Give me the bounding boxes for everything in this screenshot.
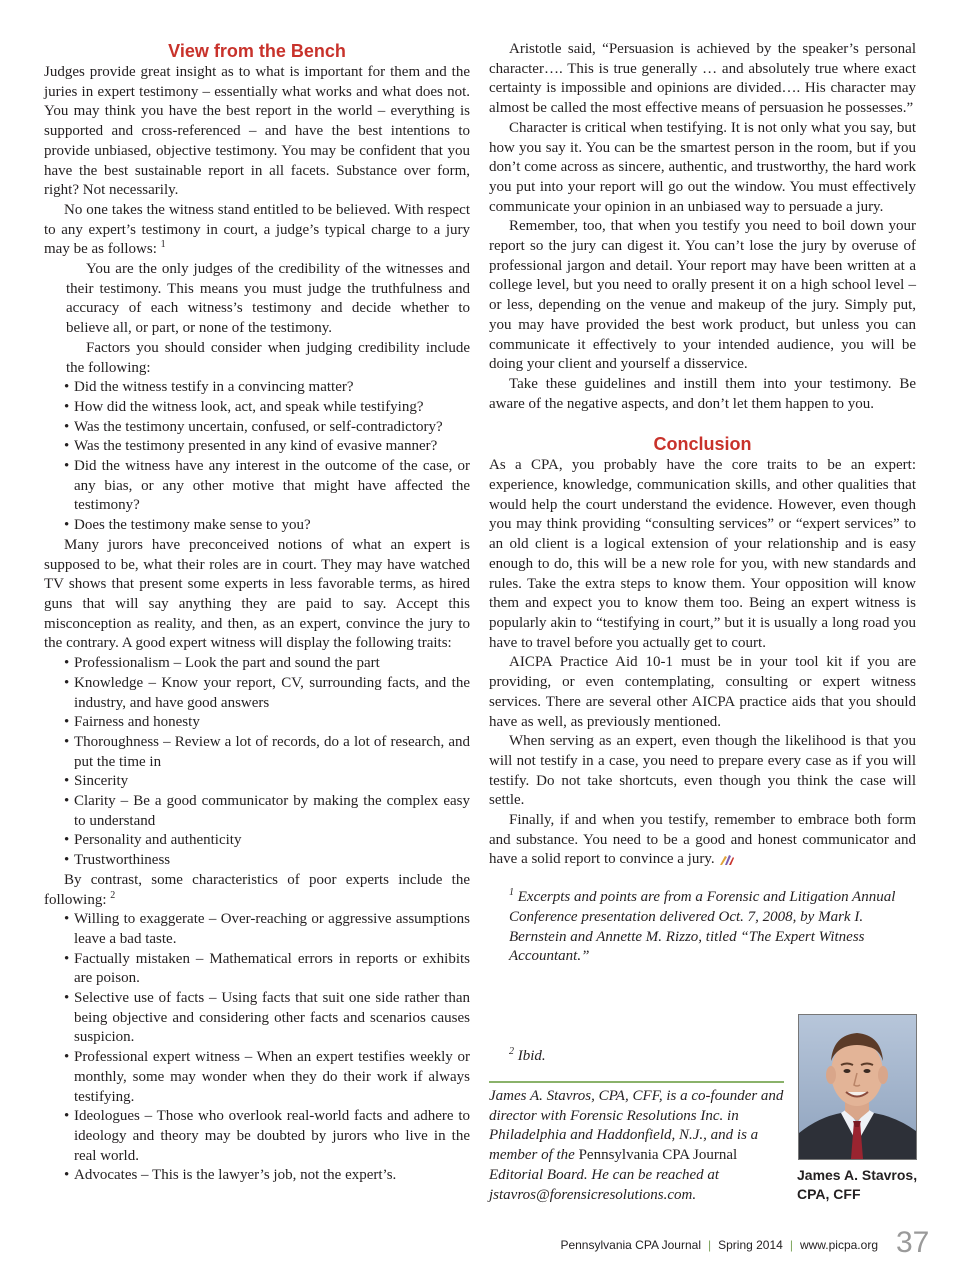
caption-credentials: CPA, CFF <box>797 1186 861 1202</box>
list-item: • Fairness and honesty <box>44 713 470 733</box>
author-headshot <box>799 1015 916 1159</box>
page-number: 37 <box>896 1226 930 1259</box>
spacer <box>489 414 916 433</box>
list-item: • Selective use of facts – Using facts that suit one side rather than being objective and considering other facts and scenarios causes suspicion. <box>44 989 470 1048</box>
list-item: • Personality and authenticity <box>44 831 470 851</box>
footnote-2-block <box>489 1047 781 1067</box>
paragraph: Judges provide great insight as to what is important for them and the juries in expert testimony – essentially what works and what does not. You may think you have the best report in the world – everything is supported and cross-referenced – and have the best intentions to provide unbiased, objective testimony. You may be confident that you have the best sustainable report in all facets. Substance over form, right? Not necessarily. <box>44 64 470 199</box>
list-item: • Advocates – This is the lawyer’s job, not the expert’s. <box>44 1166 470 1186</box>
list-item: • Clarity – Be a good communicator by making the complex easy to understand <box>44 792 470 831</box>
quote-paragraph: You are the only judges of the credibility of the witnesses and their testimony. This means you must judge the truthfulness and accuracy of each witness’s testimony and decide whether to believe all, or part, or none of the testimony. <box>66 261 470 337</box>
footer-separator: | <box>789 1238 793 1252</box>
paragraph-text: Finally, if and when you testify, remember to embrace both form and substance. You need to be a good and honest communicator and have a solid report to convince a jury. <box>489 812 916 868</box>
quote-paragraph: Factors you should consider when judging credibility include the following: <box>66 339 470 376</box>
footer-journal: Pennsylvania CPA Journal <box>560 1238 701 1252</box>
pencil-mark-icon <box>719 854 735 866</box>
right-column <box>489 40 916 967</box>
footnote-text: Excerpts and points are from a Forensic and Litigation Annual Conference presentation delivered Oct. 7, 2008, by Mark I. Bernstein and Annette M. Rizzo, titled “The Expert Witness Accountant.” <box>509 889 896 965</box>
paragraph: Character is critical when testifying. It is not only what you say, but how you say it. You can be the smartest person in the room, but if you don’t come across as sincere, authentic, and trustworthy, the hard work you put into your report will go out the window. You must effectively communicate your opinion in an unbiased way to persuade a jury. <box>489 119 916 215</box>
footnote-ref: 2 <box>110 889 116 901</box>
footer-separator: | <box>707 1238 712 1252</box>
author-bio <box>489 1087 789 1205</box>
paragraph: Aristotle said, “Persuasion is achieved by the speaker’s personal character…. This is true generally … and absolutely true where exact certainty is impossible and opinions are divided…. His character may almost be called the most effective means of persuasion he possesses.” <box>489 41 916 117</box>
list-item: • How did the witness look, act, and speak while testifying? <box>66 398 470 418</box>
list-item: • Does the testimony make sense to you? <box>66 516 470 536</box>
list-item: • Professional expert witness – When an expert testifies weekly or monthly, some may wonder when they do their work if always testifying. <box>44 1048 470 1107</box>
author-photo <box>798 1014 917 1160</box>
paragraph-text: By contrast, some characteristics of poor experts include the following: <box>44 871 470 908</box>
paragraph <box>489 811 916 870</box>
list-item: • Trustworthiness <box>44 851 470 871</box>
paragraph: Remember, too, that when you testify you need to boil down your report so the jury can digest it. You can’t lose the jury by overuse of professional jargon and detail. Your report may have been written at a college level, but you need to orally present it on a high school level – or less, depending on the venue and makeup of the jury. Simply put, you may have provided the best work product, but unless you can communicate it effectively to your intended audience, you will be doing your client and yourself a disservice. <box>489 218 916 373</box>
list-item: • Was the testimony presented in any kind of evasive manner? <box>66 437 470 457</box>
good-traits-list <box>44 654 470 871</box>
section-heading-view-from-bench: View from the Bench <box>168 41 346 61</box>
caption-name: James A. Stavros, <box>797 1167 918 1183</box>
paragraph-text: No one takes the witness stand entitled to be believed. With respect to any expert’s testimony in court, a judge’s typical charge to a jury may be as follows: <box>44 201 470 258</box>
bio-contact: Editorial Board. He can be reached at jstavros@forensicresolutions.com. <box>489 1166 720 1203</box>
list-item: • Factually mistaken – Mathematical errors in reports or exhibits are poison. <box>44 950 470 989</box>
journal-name: Pennsylvania CPA Journal <box>578 1147 738 1164</box>
paragraph: When serving as an expert, even though the likelihood is that you will not testify in a case, you need to prepare every case as if you will testify. Do not take shortcuts, even though you think the case will settle. <box>489 733 916 809</box>
paragraph: Many jurors have preconceived notions of what an expert is supposed to be, what their roles are in court. They may have watched TV shows that present some experts in less favorable terms, as hired guns that will say anything they are paid to say. Accept this misconception as reality, and then, as an expert, convince the jury to the contrary. A good expert witness will display the following traits: <box>44 536 470 652</box>
list-item: • Willing to exaggerate – Over-reaching or aggressive assumptions leave a bad taste. <box>44 910 470 949</box>
footnote-2 <box>489 1047 781 1067</box>
paragraph <box>44 201 470 260</box>
footer-url[interactable]: www.picpa.org <box>799 1238 878 1252</box>
paragraph: AICPA Practice Aid 10-1 must be in your tool kit if you are providing, or even contemplating, consulting or expert witness services. There are several other AICPA practice aids that you should have as well, as previously mentioned. <box>489 654 916 730</box>
left-column <box>44 40 470 1186</box>
jury-charge-quote <box>44 260 470 536</box>
footer-issue: Spring 2014 <box>718 1238 783 1252</box>
credibility-factors-list <box>66 378 470 536</box>
bio-text: James A. Stavros, CPA, CFF, is a co-founder and director with Forensic Resolutions Inc. in Philadelphia and Haddonfield, N.J., and is a member of the <box>489 1088 784 1164</box>
footnote-ref: 1 <box>160 239 166 251</box>
page-footer <box>560 1238 878 1252</box>
paragraph <box>44 871 470 910</box>
poor-traits-list <box>44 910 470 1186</box>
footnote-number: 1 <box>509 887 514 899</box>
paragraph: Take these guidelines and instill them into your testimony. Be aware of the negative aspects, and don’t let them happen to you. <box>489 375 916 412</box>
list-item: • Was the testimony uncertain, confused, or self-contradictory? <box>66 418 470 438</box>
list-item: • Did the witness testify in a convincing matter? <box>66 378 470 398</box>
photo-caption <box>797 1166 927 1204</box>
list-item: • Ideologues – Those who overlook real-world facts and adhere to ideology and theory may be doubted by jurors who live in the real world. <box>44 1107 470 1166</box>
footnotes <box>489 888 916 967</box>
list-item: • Knowledge – Know your report, CV, surrounding facts, and the industry, and have good answers <box>44 674 470 713</box>
footnote-number: 2 <box>509 1046 514 1057</box>
section-heading-conclusion: Conclusion <box>653 434 752 455</box>
list-item: • Did the witness have any interest in the outcome of the case, or any bias, or any other motive that might have affected the testimony? <box>66 457 470 516</box>
bio-divider <box>489 1081 784 1083</box>
list-item: • Sincerity <box>44 772 470 792</box>
footnote-text: Ibid. <box>517 1048 546 1064</box>
footnote-1 <box>489 888 916 967</box>
paragraph: As a CPA, you probably have the core traits to be an expert: experience, knowledge, communication skills, and other qualities that would help the court understand the evidence. However, even though you may think providing “consulting services” or “expert services” to an old client is a logical extension of your relationship and is easy enough to do, this will be a new role for you, with new standards and rules. Take the extra steps to know them. Your opposition will know them and expect you to know them too. Being an expert witness is popularly akin to “testifying in court,” but it is usually a long road you have to travel before you actually get to court. <box>489 457 916 651</box>
list-item: • Professionalism – Look the part and sound the part <box>44 654 470 674</box>
list-item: • Thoroughness – Review a lot of records, do a lot of research, and put the time in <box>44 733 470 772</box>
